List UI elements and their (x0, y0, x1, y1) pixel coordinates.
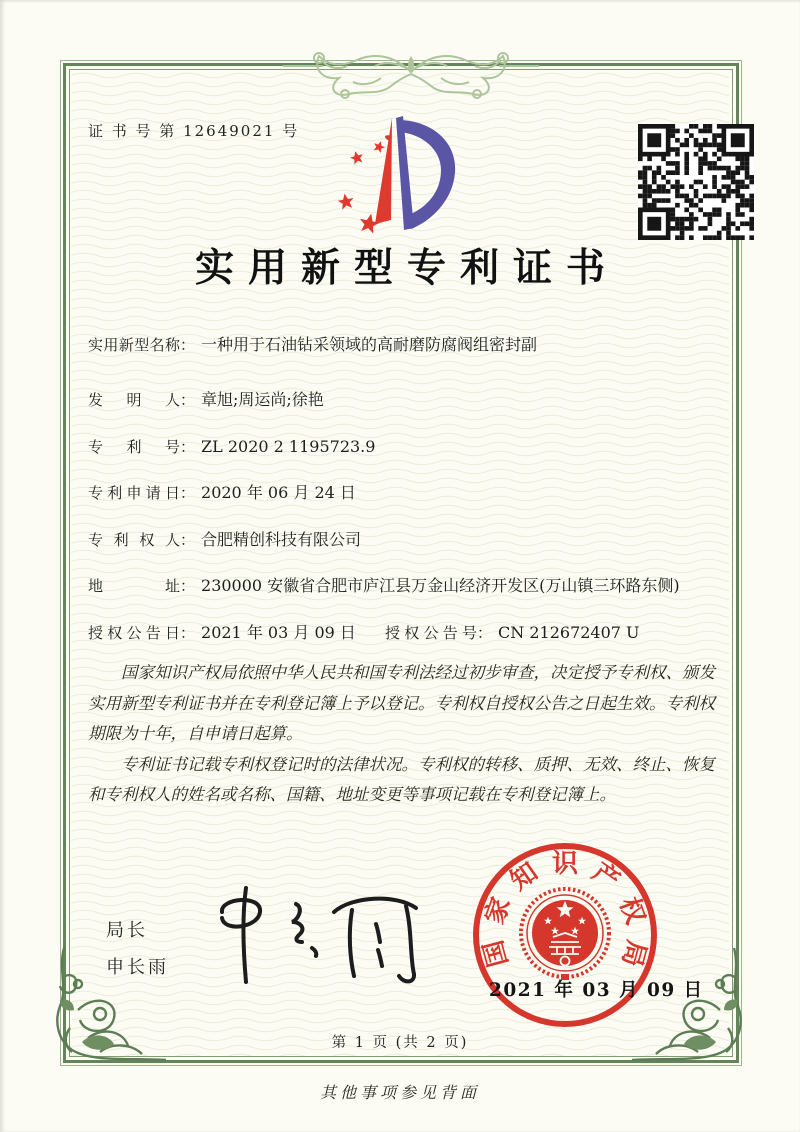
filing-date: 2020 年 06 月 24 日 (201, 483, 356, 502)
field-label: 专利申请日 (88, 484, 180, 502)
legal-paragraph-2: 专利证书记载专利权登记时的法律状况。专利权的转移、质押、无效、终止、恢复和专利权人的姓名或名称、国籍、地址变更等事项记载在专利登记簿上。 (88, 754, 715, 804)
cnipa-logo-icon (333, 110, 465, 238)
field-row-grant (88, 622, 728, 644)
svg-text:家: 家 (479, 893, 517, 929)
grant-number: CN 212672407 U (498, 623, 640, 642)
patentee: 合肥精创科技有限公司 (201, 530, 362, 549)
colon: ： (180, 391, 196, 409)
svg-text:知: 知 (505, 857, 544, 897)
back-note: 其他事项参见背面 (319, 1083, 480, 1102)
field-label: 地址 (88, 577, 180, 595)
top-border-ornament-icon (283, 42, 539, 104)
colon: ： (180, 336, 196, 354)
certificate-title: 实用新型专利证书 (194, 245, 619, 291)
svg-text:国: 国 (478, 936, 515, 970)
colon: ： (180, 531, 196, 549)
bottom-left-flourish-icon (48, 948, 168, 1066)
signer-name: 申长雨 (106, 957, 169, 977)
field-label: 授权公告日 (88, 624, 180, 642)
field-row-filing-date (88, 482, 728, 504)
colon: ： (180, 624, 196, 642)
svg-text:权: 权 (613, 893, 651, 929)
field-label: 专利号 (88, 438, 180, 456)
svg-text:产: 产 (586, 857, 625, 897)
field-label: 发明人 (88, 391, 180, 409)
legal-paragraph-1: 国家知识产权局依照中华人民共和国专利法经过初步审查，决定授予专利权、颁发实用新型专利证书并在专利登记簿上予以登记。专利权自授权公告之日起生效。专利权期限为十年，自申请日起算。 (88, 663, 715, 743)
official-seal-icon (465, 838, 665, 1038)
colon: ： (180, 484, 196, 502)
colon: ： (180, 438, 196, 456)
field-row-name (88, 334, 728, 356)
patent-number: ZL 2020 2 1195723.9 (201, 437, 376, 456)
inventors: 章旭;周运尚;徐艳 (201, 390, 324, 409)
address: 230000 安徽省合肥市庐江县万金山经济开发区(万山镇三环路东侧) (201, 576, 680, 595)
field-label: 实用新型名称 (88, 336, 180, 354)
field-row-patentee (88, 529, 728, 551)
field-row-address (88, 575, 728, 597)
grant-date: 2021 年 03 月 09 日 (201, 623, 356, 642)
svg-text:识: 识 (551, 849, 579, 879)
page-number: 第 1 页 (共 2 页) (331, 1035, 469, 1051)
field-row-patent-no (88, 436, 728, 458)
field-row-inventors (88, 389, 728, 411)
colon: ： (180, 577, 196, 595)
signer-title: 局长 (106, 920, 148, 940)
utility-model-name: 一种用于石油钻采领域的高耐磨防腐阀组密封副 (201, 335, 538, 354)
svg-text:局: 局 (615, 936, 652, 970)
field-group-grant-no (385, 622, 640, 644)
field-label: 专利权人 (88, 531, 180, 549)
field-label: 授权公告号 (385, 624, 477, 642)
colon: ： (477, 624, 493, 642)
seal-date: 2021 年 03 月 09 日 (489, 980, 704, 1001)
signature-script-icon (200, 882, 430, 987)
qr-code (638, 124, 754, 240)
legal-text-block (88, 658, 718, 811)
certificate-number: 证 书 号 第 12649021 号 (88, 122, 300, 140)
